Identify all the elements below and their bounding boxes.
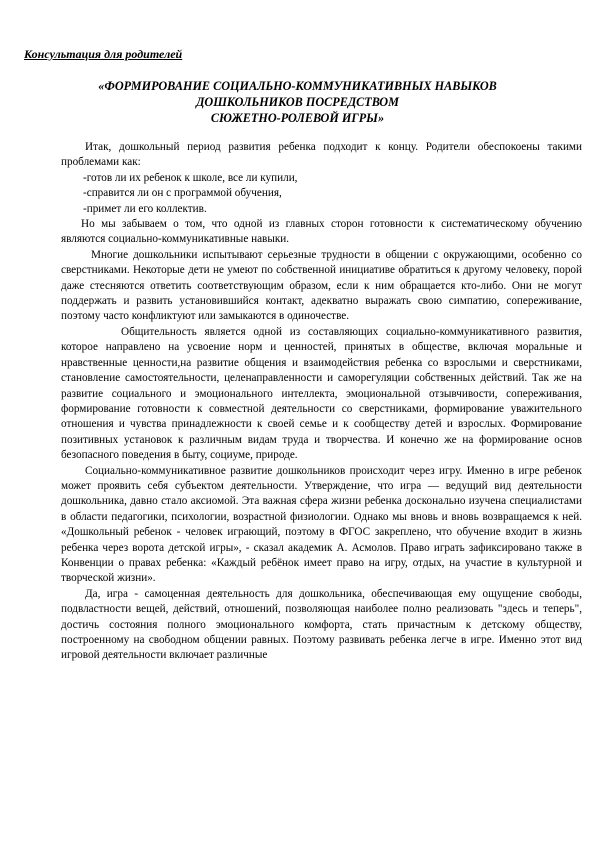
title-line: «ФОРМИРОВАНИЕ СОЦИАЛЬНО-КОММУНИКАТИВНЫХ НАВЫКОВ xyxy=(98,79,497,93)
paragraph-difficulties: Многие дошкольники испытывают серьезные трудности в общении с окружающими, особенно со сверстниками. Некоторые дети не умеют по собственной инициативе обратиться к другому человеку, порой даже стесняются ответить соответствующим образом, если к ним обращается кто-либо. Они не могут поддержать и развить установившийся контакт, адекватно выражать свою симпатию, сопереживание, поэтому часто конфликтуют или замыкаются в одиночестве. xyxy=(61,248,582,323)
list-item: -готов ли их ребенок к школе, все ли купили, xyxy=(83,171,298,184)
paragraph-self-value: Да, игра - самоценная деятельность для дошкольника, обеспечивающая ему ощущение свободы, подвластности вещей, действий, отношений, позволяющая наиболее полно реализовать "здесь и теперь", достичь состояния полного эмоционального комфорта, стать причастным к детскому обществу, построенному на свободном общении равных. Поэтому развивать ребенка легче в игре. Именно этот вид игровой деятельности включает различные xyxy=(61,587,582,662)
paragraph-readiness: Но мы забываем о том, что одной из главных сторон готовности к систематическому обучению являются социально-коммуникативные навыки. xyxy=(61,218,582,246)
paragraph-sociability: Общительность является одной из составляющих социально-коммуникативного развития, которое направлено на усвоение норм и ценностей, принятых в обществе, включая моральные и нравственные ценности,на развитие общения и взаимодействия ребенка со взрослыми и сверстниками, становление самостоятельности, целенаправленности и саморегуляции собственных действий. Так же на развитие социального и эмоционального интеллекта, эмоциональной отзывчивости, сопереживания, формирование готовности к совместной деятельности со сверстниками, формирование уважительного отношения и чувства принадлежности к своей семье и к сообществу детей и взрослых. Формирование позитивных установок к различным видам труда и творчества. И конечно же на формирование основ безопасного поведения в быту, социуме, природе. xyxy=(61,325,582,462)
list-item: -справится ли он с программой обучения, xyxy=(83,187,282,200)
document-title xyxy=(40,78,555,126)
title-line: СЮЖЕТНО-РОЛЕВОЙ ИГРЫ» xyxy=(210,111,385,125)
paragraph-intro: Итак, дошкольный период развития ребенка подходит к концу. Родители обеспокоены такими проблемами как: xyxy=(61,141,582,169)
list-item: -примет ли его коллектив. xyxy=(83,202,207,215)
title-line: ДОШКОЛЬНИКОВ ПОСРЕДСТВОМ xyxy=(196,95,399,109)
document-body xyxy=(61,140,582,664)
consultation-heading: Консультация для родителей xyxy=(24,47,183,61)
paragraph-play: Социально-коммуникативное развитие дошкольников происходит через игру. Именно в игре ребенок может проявить себя субъектом деятельности. Утверждение, что игра — ведущий вид деятельности дошкольника, давно стало аксиомой. Эта важная сфера жизни ребенка досконально изучена специалистами в области педагогики, психологии, возрастной физиологии. Однако мы вновь и вновь возвращаемся к ней. «Дошкольный ребенок - человек играющий, поэтому в ФГОС закреплено, что обучение входит в жизнь ребенка через ворота детской игры», - сказал академик А. Асмолов. Право играть зафиксировано также в Конвенции о правах ребенка: «Каждый ребёнок имеет право на игру, отдых, на участие в культурной и творческой жизни». xyxy=(61,464,582,585)
